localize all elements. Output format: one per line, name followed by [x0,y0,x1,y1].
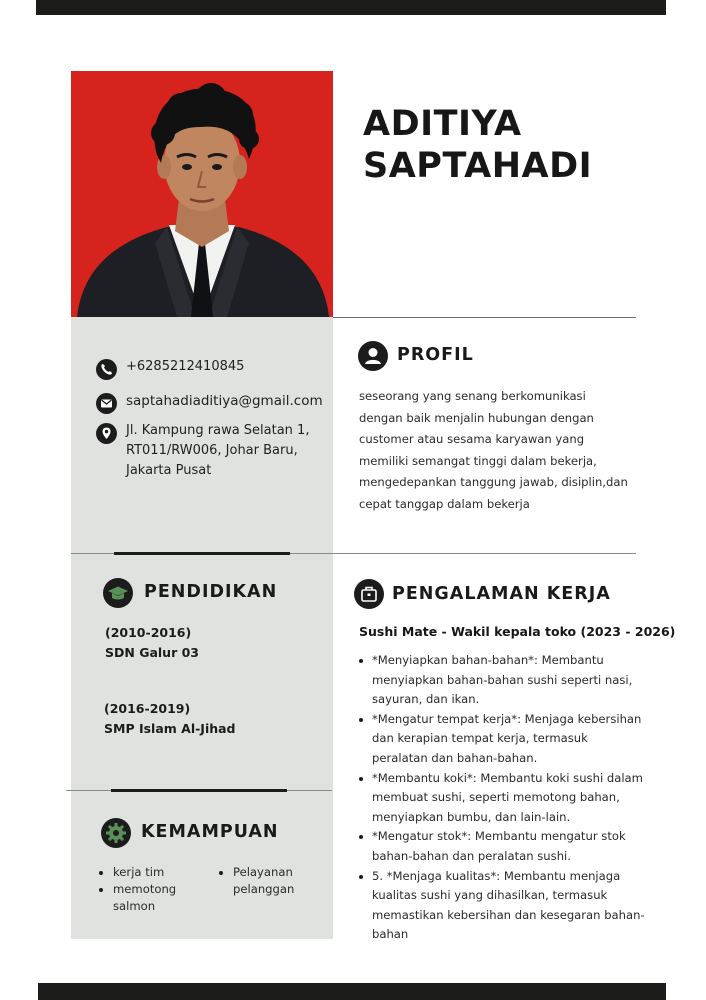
candidate-name [363,103,592,187]
profile-heading: PROFIL [397,345,474,365]
education-period: (2010-2016) [105,625,192,640]
briefcase-icon [354,579,384,609]
list-item: *Membantu koki*: Membantu koki sushi dalam membuat sushi, seperti memotong bahan, menyiapkan bumbu, dan lain-lain. [357,769,647,828]
phone-number: +6285212410845 [126,359,245,374]
profile-photo [71,71,333,317]
name-line-1: ADITIYA [363,104,522,144]
email-address: saptahadiaditiya@gmail.com [126,393,323,409]
divider-lower-accent [111,789,287,792]
skill-item: memotong salmon [99,881,193,915]
home-address: Jl. Kampung rawa Selatan 1, RT011/RW006, Johar Baru, Jakarta Pusat [126,423,310,478]
divider-top-right [333,317,636,318]
name-line-2: SAPTAHADI [363,146,593,186]
list-item: *Mengatur stok*: Membantu mengatur stok bahan-bahan dan peralatan sushi. [357,827,647,866]
education-period: (2016-2019) [104,701,191,716]
skill-item: Pelayanan pelanggan [219,864,323,898]
job-title: Sushi Mate - Wakil kepala toko (2023 - 2026) [359,624,676,639]
experience-heading: PENGALAMAN KERJA [392,584,611,604]
skill-item: kerja tim [99,864,193,881]
list-item: 5. *Menjaga kualitas*: Membantu menjaga kualitas sushi yang dihasilkan, termasuk memastikan kebersihan dan kesegaran bahan-bahan [357,867,647,945]
bottom-bar [38,983,666,1000]
user-icon [358,341,388,371]
education-heading: PENDIDIKAN [144,582,278,602]
graduation-cap-icon [103,578,133,608]
gear-icon [101,818,131,848]
list-item: *Menyiapkan bahan-bahan*: Membantu menyiapkan bahan-bahan sushi seperti nasi, sayuran, dan ikan. [357,651,647,710]
location-icon [96,423,117,444]
profile-description: seseorang yang senang berkomunikasi dengan baik menjalin hubungan dengan customer atau sesama karyawan yang memiliki semangat tinggi dalam bekerja, mengedepankan tanggung jawab, disiplin,dan cepat tanggap dalam bekerja [359,389,628,511]
list-item: *Mengatur tempat kerja*: Menjaga kebersihan dan kerapian tempat kerja, termasuk peralatan dan bahan-bahan. [357,710,647,769]
education-school: SMP Islam Al-Jihad [104,721,236,736]
job-duties-list [357,651,647,945]
phone-icon [96,359,117,380]
skills-heading: KEMAMPUAN [141,822,279,842]
top-bar [36,0,666,15]
portrait-illustration [71,71,333,317]
divider-middle-accent [114,552,290,555]
email-icon [96,393,117,414]
education-school: SDN Galur 03 [105,645,199,660]
